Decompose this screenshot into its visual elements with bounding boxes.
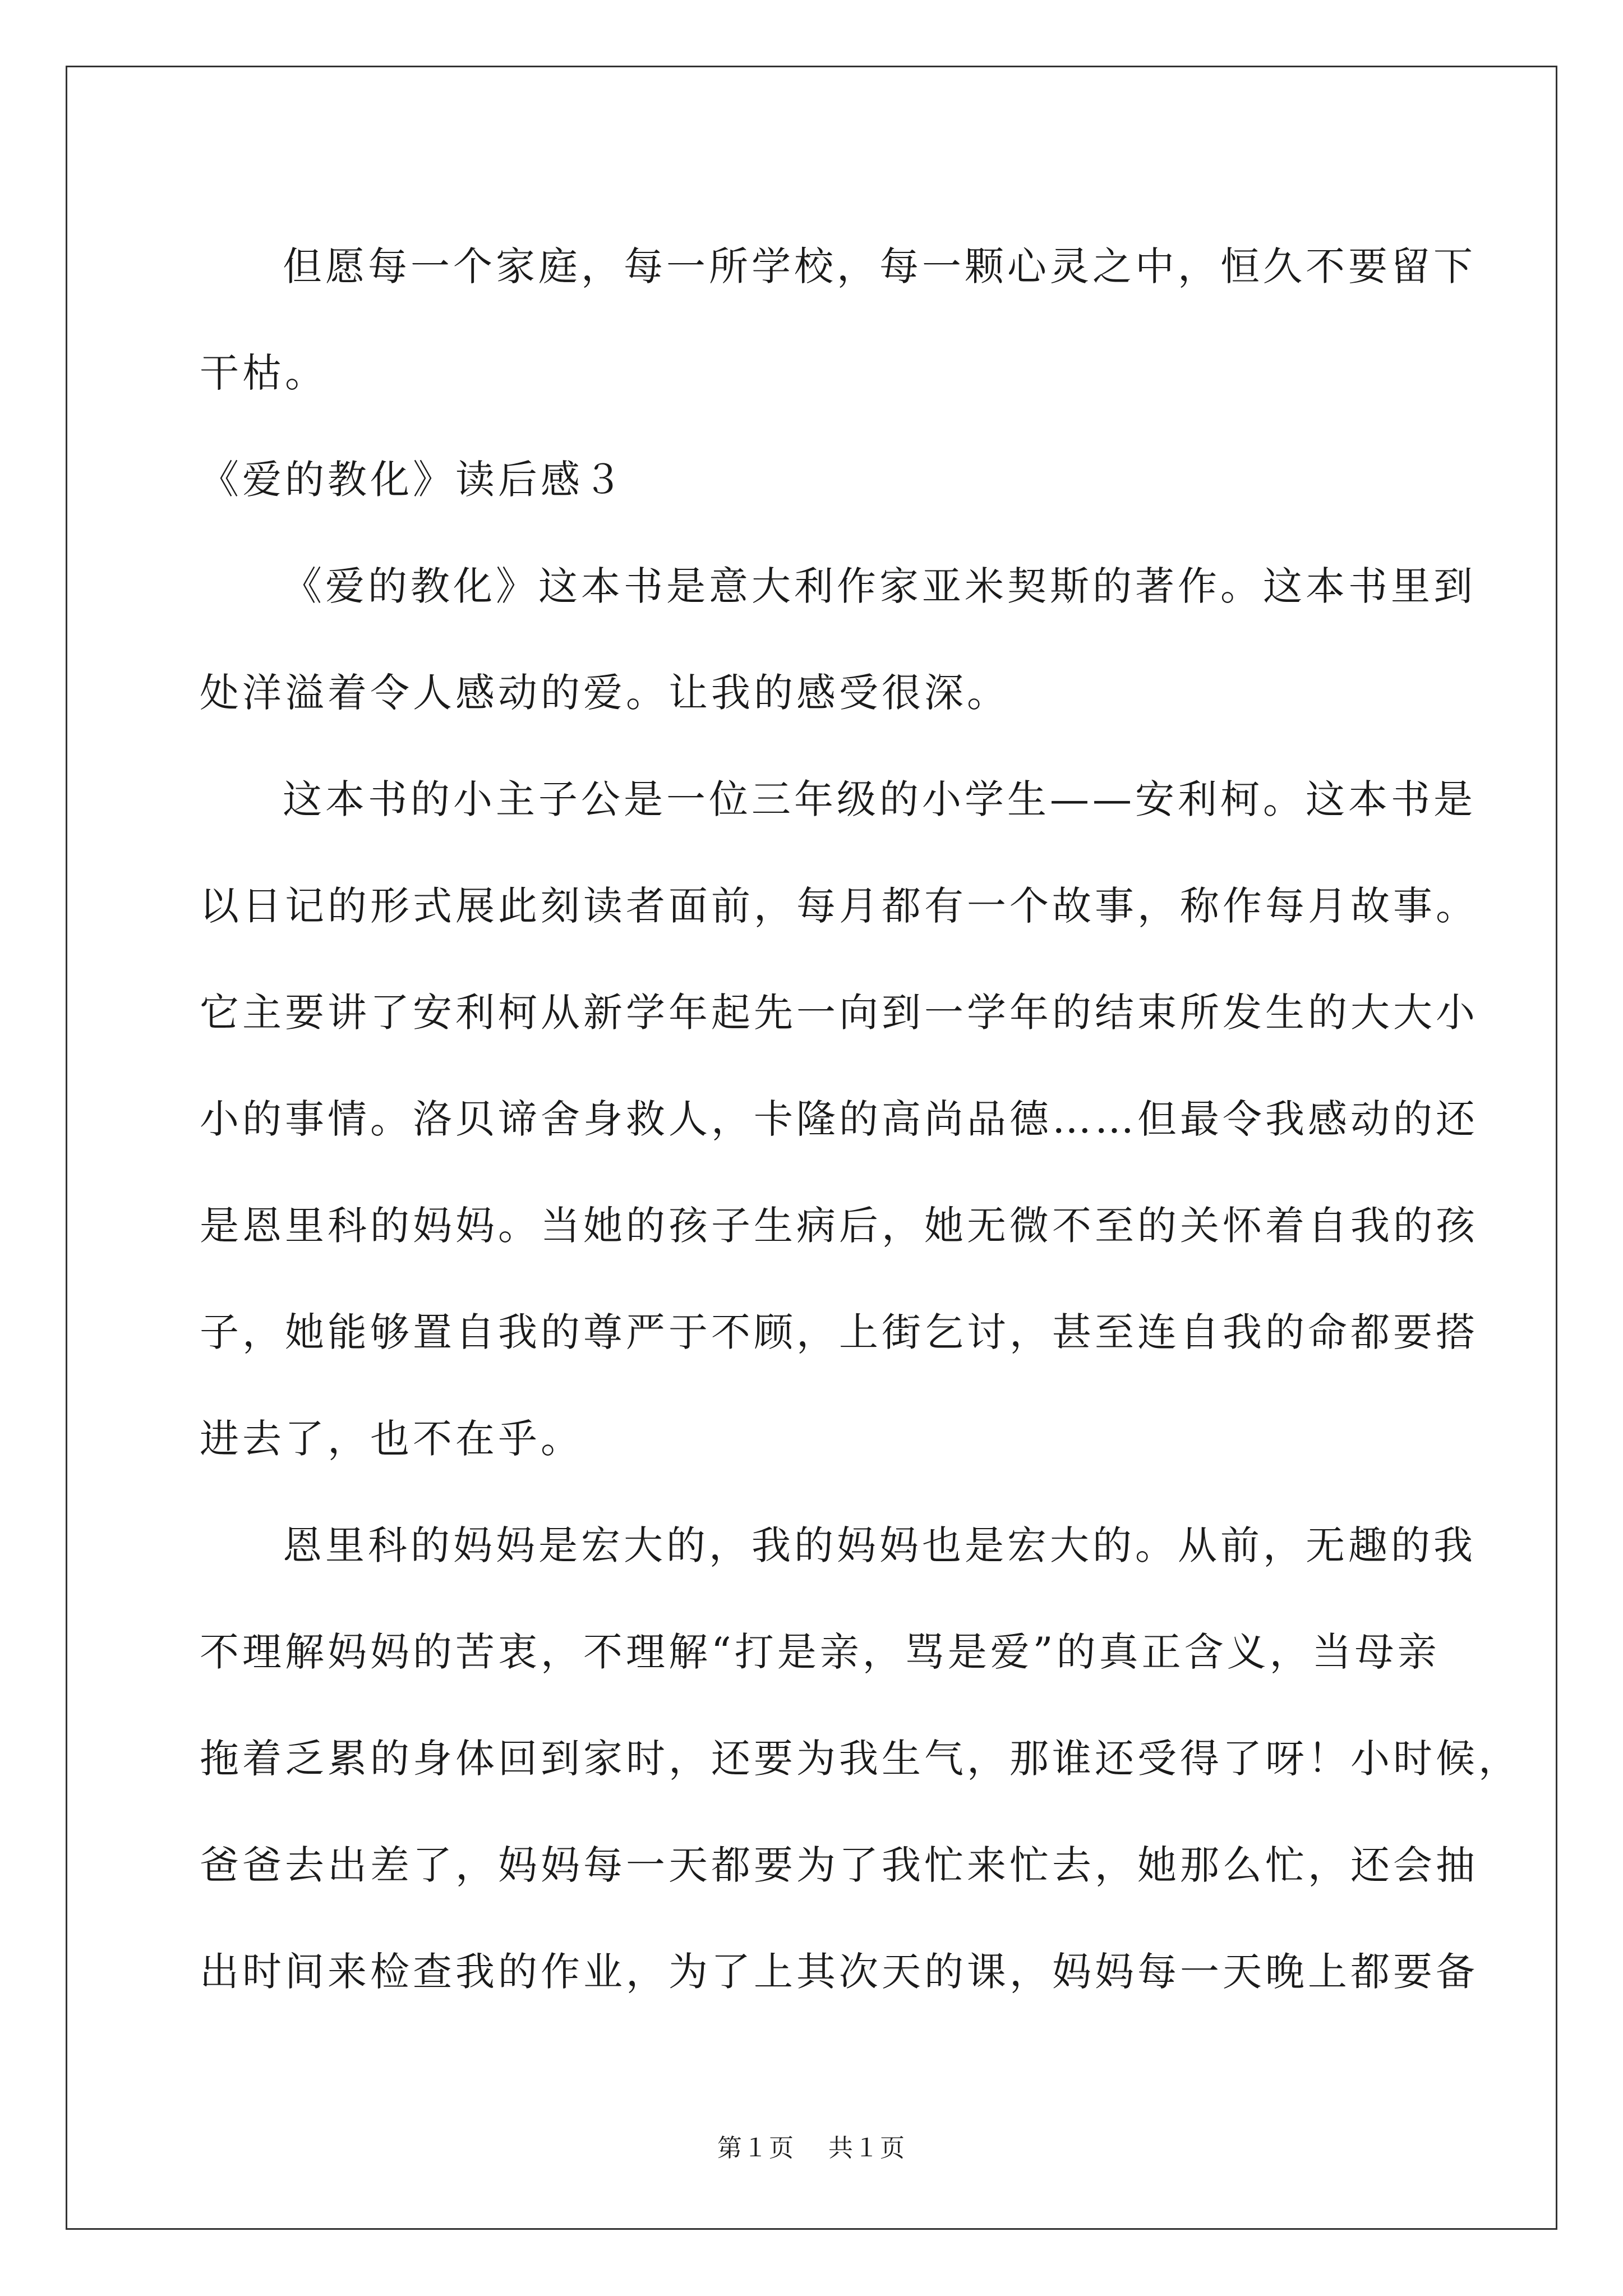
text-line: 爸爸去出差了，妈妈每一天都要为了我忙来忙去，她那么忙，还会抽 xyxy=(200,1842,1478,1888)
page-footer xyxy=(0,2128,1623,2164)
page-number: 第１页 xyxy=(717,2134,795,2162)
text-line: 进去了，也不在乎。 xyxy=(200,1416,583,1462)
text-line: 但愿每一个家庭，每一所学校，每一颗心灵之中，恒久不要留下 xyxy=(283,243,1476,289)
text-line: 这本书的小主子公是一位三年级的小学生——安利柯。这本书是 xyxy=(283,776,1476,822)
text-line: 处洋溢着令人感动的爱。让我的感受很深。 xyxy=(200,670,1009,716)
text-line: 《爱的教化》这本书是意大利作家亚米契斯的著作。这本书里到 xyxy=(283,563,1476,609)
text-line: 子，她能够置自我的尊严于不顾，上街乞讨，甚至连自我的命都要搭 xyxy=(200,1309,1478,1355)
text-line: 恩里科的妈妈是宏大的，我的妈妈也是宏大的。从前，无趣的我 xyxy=(283,1522,1476,1568)
page-total: 共１页 xyxy=(828,2134,906,2162)
text-line: 不理解妈妈的苦衷，不理解“打是亲，骂是爱”的真正含义，当母亲 xyxy=(200,1629,1440,1675)
text-line: 出时间来检查我的作业，为了上其次天的课，妈妈每一天晚上都要备 xyxy=(200,1949,1478,1995)
document-body xyxy=(200,213,1521,2025)
text-line: 小的事情。洛贝谛舍身救人，卡隆的高尚品德……但最令我感动的还 xyxy=(200,1096,1478,1142)
text-line: 干枯。 xyxy=(200,350,328,396)
text-line: 以日记的形式展此刻读者面前，每月都有一个故事，称作每月故事。 xyxy=(200,883,1478,929)
text-line: 是恩里科的妈妈。当她的孩子生病后，她无微不至的关怀着自我的孩 xyxy=(200,1203,1478,1249)
text-line: 它主要讲了安利柯从新学年起先一向到一学年的结束所发生的大大小 xyxy=(200,990,1478,1036)
section-heading: 《爱的教化》读后感３ xyxy=(200,457,626,503)
text-line: 拖着乏累的身体回到家时，还要为我生气，那谁还受得了呀！小时候， xyxy=(200,1736,1521,1782)
